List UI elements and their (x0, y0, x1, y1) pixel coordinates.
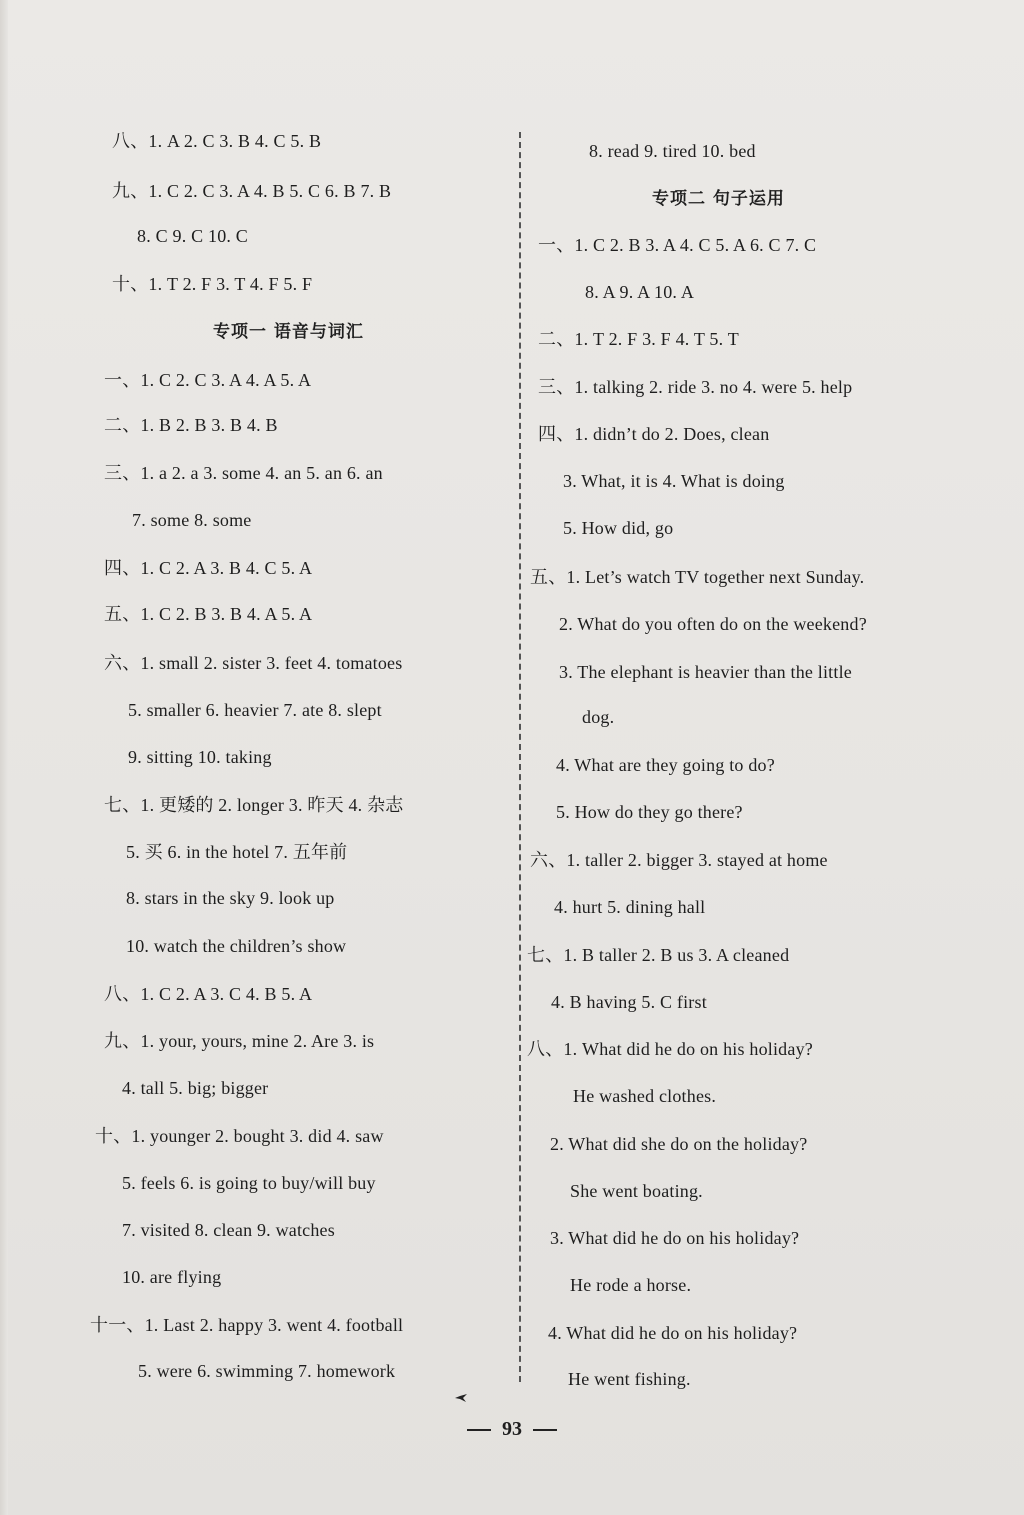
page-number-text: 93 (502, 1418, 522, 1440)
answer-line: 一、1. C 2. C 3. A 4. A 5. A (104, 370, 312, 390)
answer-line: 4. What did he do on his holiday? (548, 1323, 798, 1343)
answer-line: 4. hurt 5. dining hall (554, 897, 706, 917)
bird-mark-icon (454, 1393, 468, 1403)
answer-line: 2. What do you often do on the weekend? (559, 614, 867, 634)
answer-line: 七、1. 更矮的 2. longer 3. 昨天 4. 杂志 (104, 795, 404, 815)
answer-line: 8. C 9. C 10. C (137, 226, 249, 246)
answer-line: 五、1. C 2. B 3. B 4. A 5. A (104, 604, 313, 624)
answer-line: 7. some 8. some (132, 510, 252, 530)
answer-line: 8. stars in the sky 9. look up (126, 888, 335, 908)
answer-line: 8. A 9. A 10. A (585, 282, 695, 302)
answer-line: 十一、1. Last 2. happy 3. went 4. football (90, 1315, 404, 1335)
answer-line: 4. What are they going to do? (556, 755, 775, 775)
answer-line: dog. (582, 707, 615, 727)
section-heading: 专项二 句子运用 (652, 189, 785, 209)
answer-line: 六、1. small 2. sister 3. feet 4. tomatoes (104, 653, 403, 673)
answer-line: 2. What did she do on the holiday? (550, 1134, 808, 1154)
answer-line: 十、1. younger 2. bought 3. did 4. saw (95, 1126, 384, 1146)
dash-right (533, 1429, 557, 1431)
answer-line: 五、1. Let’s watch TV together next Sunday. (530, 567, 865, 587)
answer-line: He rode a horse. (570, 1275, 692, 1295)
answer-line: 十、1. T 2. F 3. T 4. F 5. F (112, 274, 313, 294)
answer-line: 八、1. C 2. A 3. C 4. B 5. A (104, 984, 313, 1004)
answer-line: 二、1. T 2. F 3. F 4. T 5. T (538, 329, 739, 349)
answer-line: 一、1. C 2. B 3. A 4. C 5. A 6. C 7. C (538, 235, 817, 255)
answer-line: 九、1. your, yours, mine 2. Are 3. is (104, 1031, 375, 1051)
answer-line: 10. watch the children’s show (126, 936, 347, 956)
answer-line: 5. feels 6. is going to buy/will buy (122, 1173, 376, 1193)
answer-line: 九、1. C 2. C 3. A 4. B 5. C 6. B 7. B (112, 181, 392, 201)
answer-line: He went fishing. (568, 1369, 691, 1389)
answer-line: 四、1. C 2. A 3. B 4. C 5. A (104, 558, 313, 578)
answer-line: 9. sitting 10. taking (128, 747, 272, 767)
answer-line: 5. How do they go there? (556, 802, 743, 822)
answer-line: 5. smaller 6. heavier 7. ate 8. slept (128, 700, 382, 720)
answer-line: She went boating. (570, 1181, 703, 1201)
answer-line: 3. What, it is 4. What is doing (563, 471, 785, 491)
answer-line: 三、1. a 2. a 3. some 4. an 5. an 6. an (104, 463, 383, 483)
answer-line: 5. were 6. swimming 7. homework (138, 1361, 396, 1381)
answer-line: 8. read 9. tired 10. bed (589, 141, 756, 161)
page-number (0, 1418, 1024, 1441)
answer-line: 三、1. talking 2. ride 3. no 4. were 5. help (538, 377, 853, 397)
answer-line: 10. are flying (122, 1267, 222, 1287)
answer-line: 5. 买 6. in the hotel 7. 五年前 (126, 842, 348, 862)
column-divider (519, 132, 521, 1382)
answer-line: 7. visited 8. clean 9. watches (122, 1220, 335, 1240)
answer-line: 5. How did, go (563, 518, 674, 538)
answer-line: 3. What did he do on his holiday? (550, 1228, 800, 1248)
answer-line: 4. B having 5. C first (551, 992, 707, 1012)
answer-line: 二、1. B 2. B 3. B 4. B (104, 415, 278, 435)
dash-left (467, 1429, 491, 1431)
answer-line: 八、1. A 2. C 3. B 4. C 5. B (112, 131, 322, 151)
answer-line: 八、1. What did he do on his holiday? (527, 1039, 813, 1059)
answer-line: 4. tall 5. big; bigger (122, 1078, 269, 1098)
answer-line: He washed clothes. (573, 1086, 717, 1106)
section-heading: 专项一 语音与词汇 (213, 322, 364, 342)
answer-line: 3. The elephant is heavier than the little (559, 662, 852, 682)
answer-line: 四、1. didn’t do 2. Does, clean (538, 424, 770, 444)
right-column (525, 0, 1024, 1515)
answer-line: 六、1. taller 2. bigger 3. stayed at home (530, 850, 828, 870)
answer-line: 七、1. B taller 2. B us 3. A cleaned (527, 945, 790, 965)
